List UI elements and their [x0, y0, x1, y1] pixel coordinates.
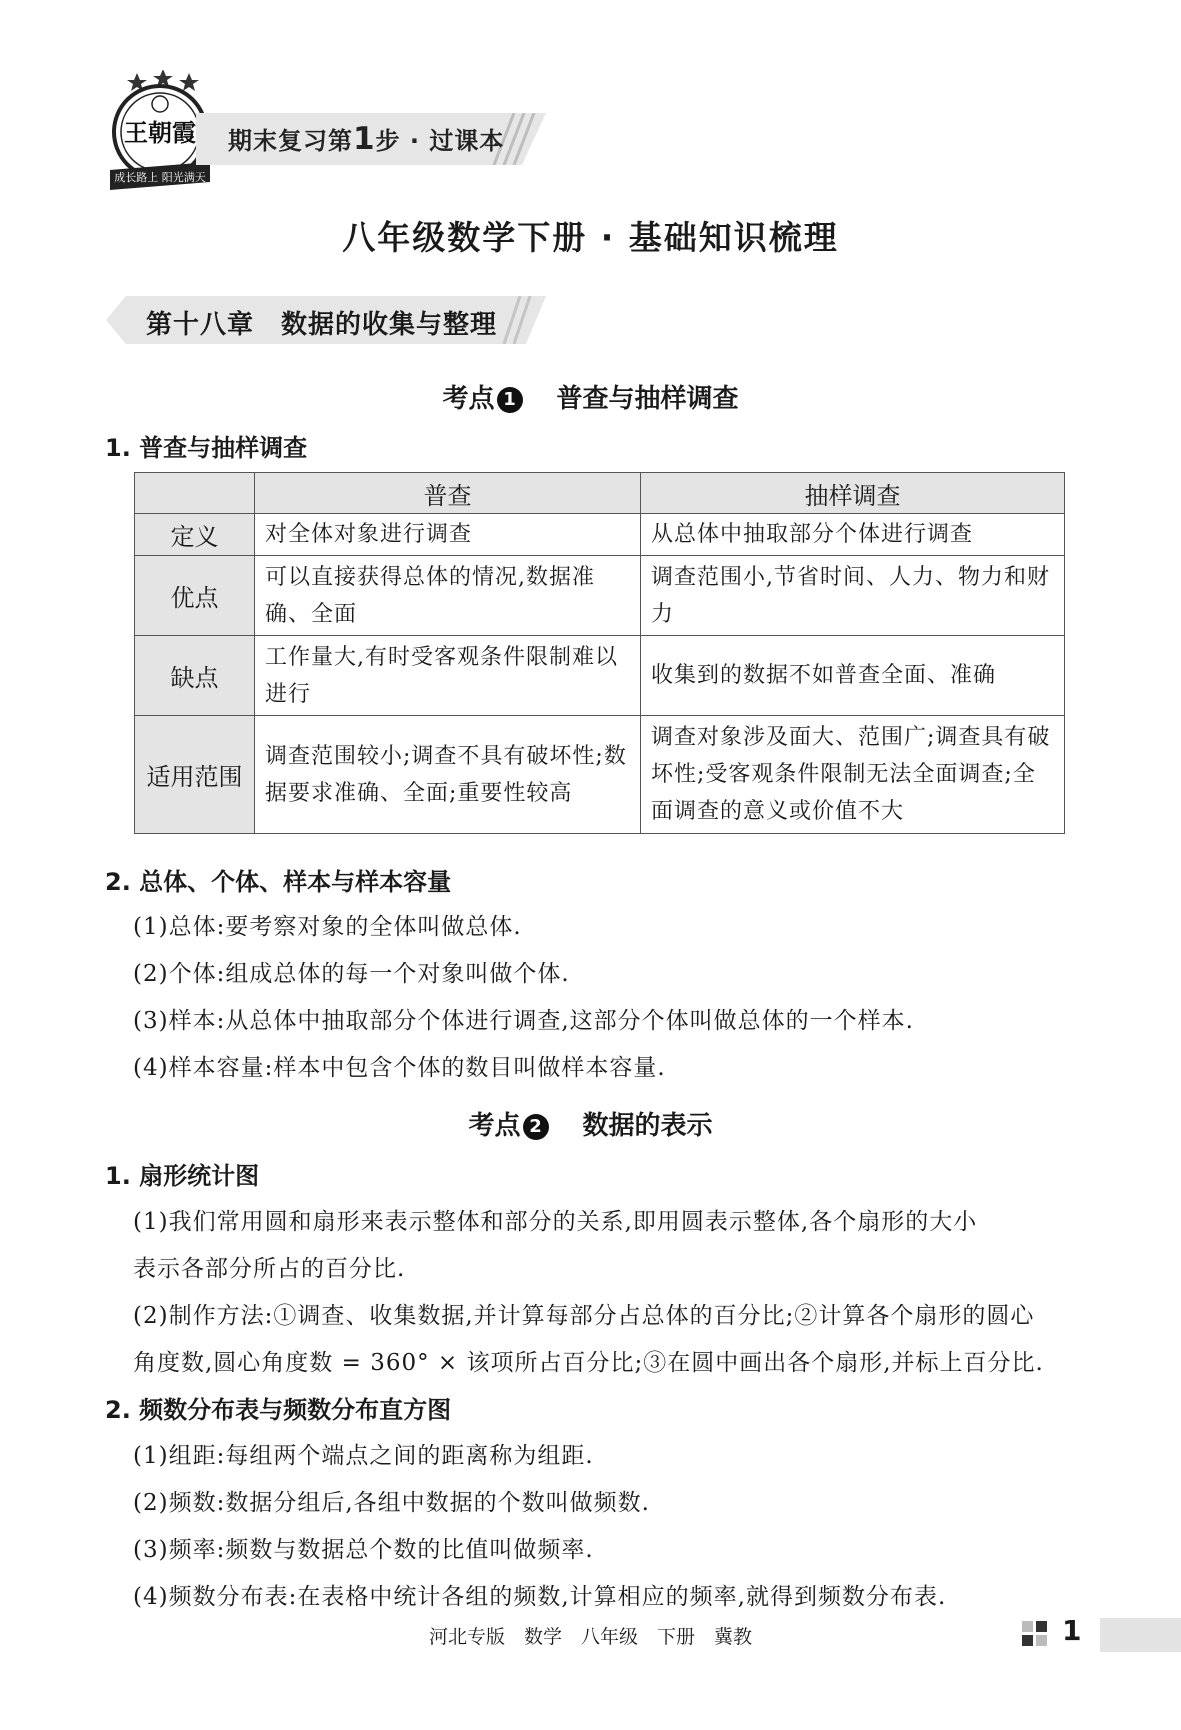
- section-heading-population: 2. 总体、个体、样本与样本容量: [105, 868, 452, 896]
- step-banner-text: 期末复习第1步 · 过课本: [228, 121, 505, 157]
- table-header-cell: 抽样调查: [641, 473, 1065, 514]
- page-number: 1: [1062, 1614, 1082, 1647]
- section-heading-pie-chart: 1. 扇形统计图: [105, 1162, 260, 1190]
- step-number: 1: [353, 121, 376, 157]
- svg-text:王朝霞: 王朝霞: [124, 119, 196, 147]
- sample-cell: 从总体中抽取部分个体进行调查: [641, 514, 1065, 556]
- kaodian-2-heading: 考点 2 数据的表示: [468, 1111, 713, 1141]
- table-row: [135, 556, 1065, 636]
- table-row: [135, 716, 1065, 834]
- sample-cell: 调查对象涉及面大、范围广;调查具有破坏性;受客观条件限制无法全面调查;全面调查的意义或价值不大: [641, 716, 1065, 834]
- svg-text:成长路上 阳光满天: 成长路上 阳光满天: [114, 171, 206, 184]
- page-title: 八年级数学下册 · 基础知识梳理: [342, 218, 839, 257]
- sample-cell: 收集到的数据不如普查全面、准确: [641, 636, 1065, 716]
- section-heading-frequency: 2. 频数分布表与频数分布直方图: [105, 1396, 452, 1424]
- section-heading-census: 1. 普查与抽样调查: [105, 434, 308, 462]
- kaodian-1-number: 1: [497, 387, 523, 413]
- row-label: 适用范围: [135, 716, 255, 834]
- sample-cell: 调查范围小,节省时间、人力、物力和财力: [641, 556, 1065, 636]
- paragraph-line: (1)我们常用圆和扇形来表示整体和部分的关系,即用圆表示整体,各个扇形的大小: [133, 1209, 978, 1235]
- paragraph-line: (3)频率:频数与数据总个数的比值叫做频率.: [133, 1537, 594, 1563]
- paragraph-line: 角度数,圆心角度数 = 360° × 该项所占百分比;③在圆中画出各个扇形,并标上百分比.: [133, 1350, 1044, 1376]
- table-header-row: [135, 473, 1065, 514]
- table-row: [135, 636, 1065, 716]
- census-cell: 对全体对象进行调查: [255, 514, 641, 556]
- row-label: 缺点: [135, 636, 255, 716]
- page-number-bar: [1100, 1618, 1181, 1652]
- paragraph-line: (2)个体:组成总体的每一个对象叫做个体.: [133, 961, 570, 987]
- paragraph-line: (1)组距:每组两个端点之间的距离称为组距.: [133, 1443, 594, 1469]
- paragraph-line: (1)总体:要考察对象的全体叫做总体.: [133, 914, 522, 940]
- census-cell: 工作量大,有时受客观条件限制难以进行: [255, 636, 641, 716]
- census-cell: 可以直接获得总体的情况,数据准确、全面: [255, 556, 641, 636]
- census-comparison-table: [134, 472, 1065, 834]
- paragraph-line: (2)制作方法:①调查、收集数据,并计算每部分占总体的百分比;②计算各个扇形的圆心: [133, 1303, 1035, 1329]
- census-cell: 调查范围较小;调查不具有破坏性;数据要求准确、全面;重要性较高: [255, 716, 641, 834]
- table-header-cell: 普查: [255, 473, 641, 514]
- paragraph-line: (3)样本:从总体中抽取部分个体进行调查,这部分个体叫做总体的一个样本.: [133, 1008, 914, 1034]
- page-marker-icon: [1022, 1621, 1058, 1651]
- paragraph-line: (4)频数分布表:在表格中统计各组的频数,计算相应的频率,就得到频数分布表.: [133, 1584, 947, 1610]
- row-label: 优点: [135, 556, 255, 636]
- paragraph-line: 表示各部分所占的百分比.: [133, 1256, 406, 1282]
- footer-edition: 河北专版 数学 八年级 下册 冀教: [428, 1626, 752, 1648]
- kaodian-1-heading: 考点 1 普查与抽样调查: [442, 384, 739, 414]
- row-label: 定义: [135, 514, 255, 556]
- chapter-title: 第十八章 数据的收集与整理: [146, 310, 498, 340]
- kaodian-2-number: 2: [523, 1114, 549, 1140]
- table-row: [135, 514, 1065, 556]
- paragraph-line: (2)频数:数据分组后,各组中数据的个数叫做频数.: [133, 1490, 650, 1516]
- table-header-cell: [135, 473, 255, 514]
- paragraph-line: (4)样本容量:样本中包含个体的数目叫做样本容量.: [133, 1055, 666, 1081]
